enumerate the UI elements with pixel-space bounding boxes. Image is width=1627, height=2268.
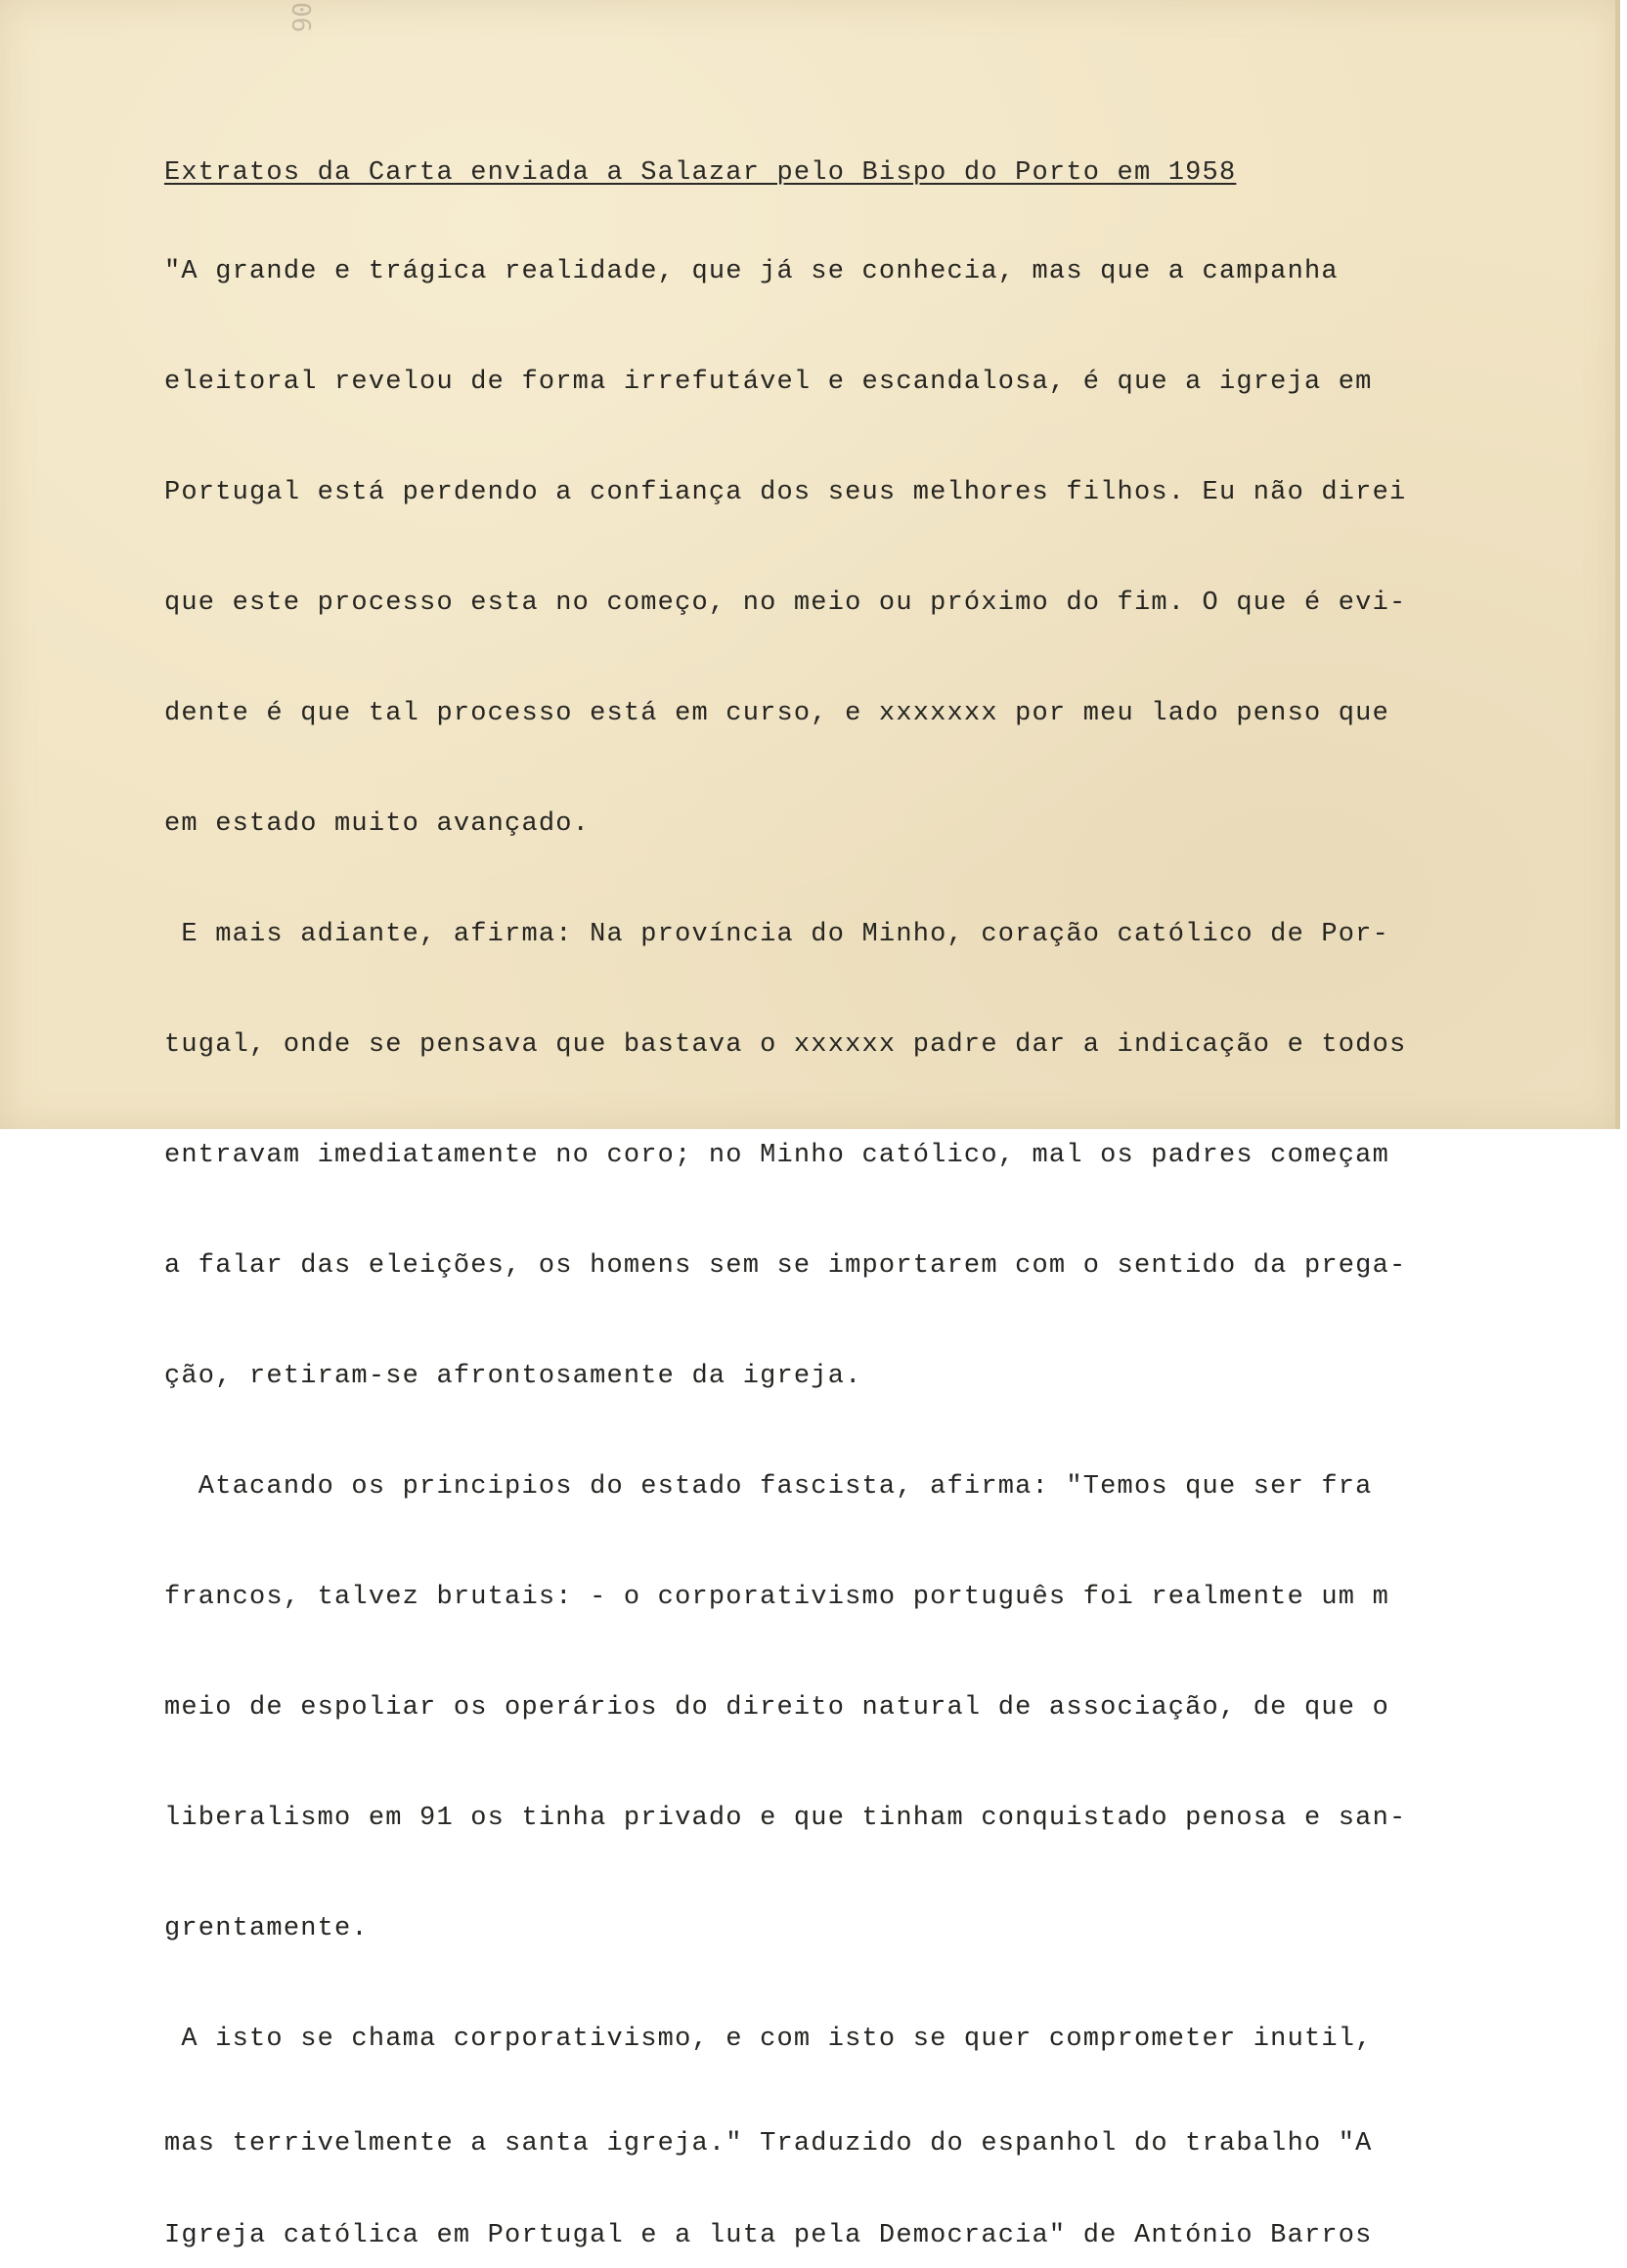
text-line: francos, talvez brutais: - o corporativismo português foi realmente um m bbox=[164, 1583, 1389, 1612]
text-line: A isto se chama corporativismo, e com isto se quer comprometer inutil, bbox=[164, 2025, 1373, 2054]
text-line: Atacando os principios do estado fascista, afirma: "Temos que ser fra bbox=[164, 1472, 1373, 1502]
text-line: dente é que tal processo está em curso, e xxxxxxx por meu lado penso que bbox=[164, 699, 1389, 728]
text-line: eleitoral revelou de forma irrefutável e escandalosa, é que a igreja em bbox=[164, 368, 1373, 397]
text-line: E mais adiante, afirma: Na província do Minho, coração católico de Por- bbox=[164, 920, 1389, 949]
document-title: Extratos da Carta enviada a Salazar pelo Bispo do Porto em 1958 bbox=[164, 158, 1237, 188]
text-line: liberalismo em 91 os tinha privado e que tinham conquistado penosa e san- bbox=[164, 1804, 1407, 1833]
text-line: "A grande e trágica realidade, que já se conhecia, mas que a campanha bbox=[164, 257, 1339, 286]
text-line: entravam imediatamente no coro; no Minho católico, mal os padres começam bbox=[164, 1141, 1389, 1170]
text-line: Portugal está perdendo a confiança dos seus melhores filhos. Eu não direi bbox=[164, 478, 1407, 507]
text-line: tugal, onde se pensava que bastava o xxxxxx padre dar a indicação e todos bbox=[164, 1030, 1407, 1060]
faint-stamp: 06 bbox=[286, 2, 315, 33]
text-line: a falar das eleições, os homens sem se importarem com o sentido da prega- bbox=[164, 1251, 1407, 1281]
text-line: Igreja católica em Portugal e a luta pela Democracia" de António Barros bbox=[164, 2221, 1373, 2250]
text-line: grentamente. bbox=[164, 1914, 369, 1943]
text-line: meio de espoliar os operários do direito natural de associação, de que o bbox=[164, 1693, 1389, 1723]
typewritten-text bbox=[164, 100, 1611, 2268]
text-line: em estado muito avançado. bbox=[164, 809, 591, 839]
text-line: mas terrivelmente a santa igreja." Traduzido do espanhol do trabalho "A bbox=[164, 2129, 1373, 2159]
text-line: que este processo esta no começo, no meio ou próximo do fim. O que é evi- bbox=[164, 589, 1407, 618]
text-line: ção, retiram-se afrontosamente da igreja. bbox=[164, 1362, 862, 1391]
